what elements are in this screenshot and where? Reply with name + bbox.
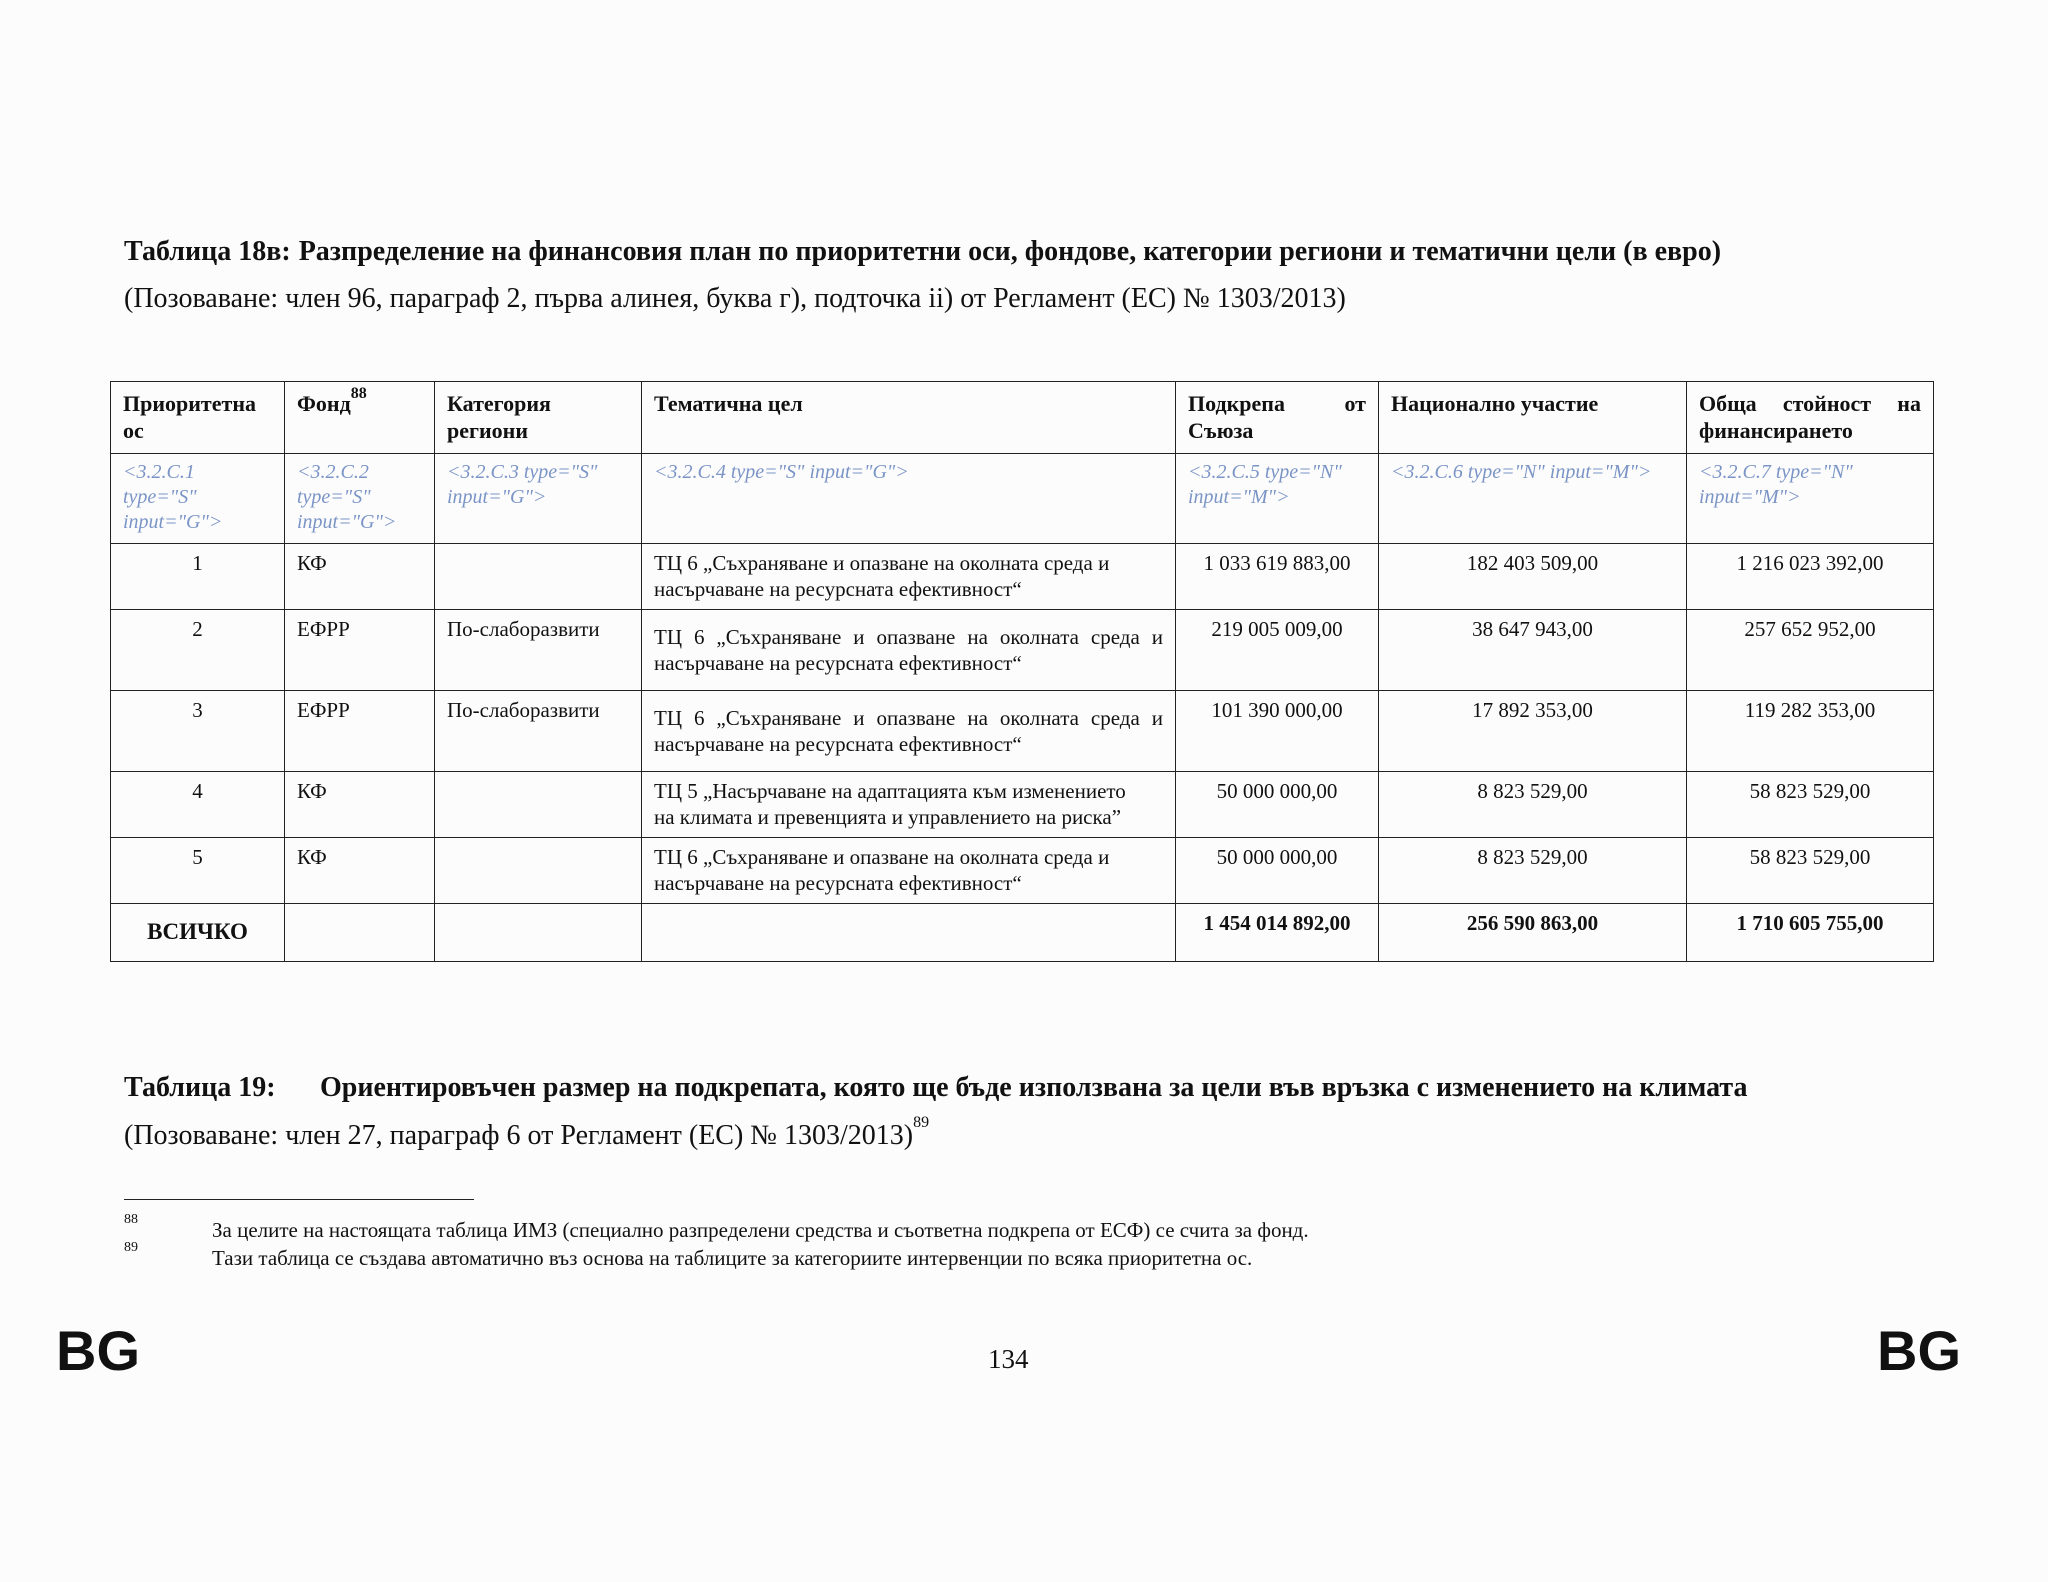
- footnote-ref-89: 89: [913, 1114, 930, 1131]
- footnote-number: 88: [124, 1212, 138, 1227]
- goal-line1: ТЦ 6 „Съхраняване и опазване на околната среда и: [654, 551, 1110, 575]
- goal-line1: ТЦ 6 „Съхраняване и опазване на околната среда и: [654, 625, 1163, 649]
- cell-union: 50 000 000,00: [1176, 772, 1379, 838]
- code-row: [111, 454, 1934, 544]
- table19-label: Таблица 19:: [124, 1072, 276, 1103]
- code-cell: <3.2.C.4 type="S" input="G">: [642, 454, 1176, 544]
- cell-total: 58 823 529,00: [1687, 772, 1934, 838]
- table-row: [111, 691, 1934, 772]
- cell-goal: [642, 610, 1176, 691]
- header-row: [111, 382, 1934, 454]
- header-axis: Приоритетна ос: [111, 382, 285, 454]
- cell-total: 58 823 529,00: [1687, 838, 1934, 904]
- footnote-text: За целите на настоящата таблица ИМЗ (специално разпределени средства и съответна подкрепа от ЕСФ) се счита за фонд.: [212, 1218, 1309, 1242]
- header-national: Национално участие: [1379, 382, 1687, 454]
- footnote-separator: [124, 1199, 474, 1200]
- cell-category: По-слаборазвити: [435, 610, 642, 691]
- header-total: [1687, 382, 1934, 454]
- table19-title: Ориентировъчен размер на подкрепата, която ще бъде използвана за цели във връзка с изменението на климата: [320, 1072, 1748, 1103]
- header-category: [435, 382, 642, 454]
- cell-union: 50 000 000,00: [1176, 838, 1379, 904]
- table18-label: Таблица 18в:: [124, 236, 291, 267]
- cell-fund: ЕФРР: [285, 691, 435, 772]
- total-union: 1 454 014 892,00: [1176, 904, 1379, 962]
- cell-category: По-слаборазвити: [435, 691, 642, 772]
- cell-total: 257 652 952,00: [1687, 610, 1934, 691]
- footnote-ref-88: 88: [350, 385, 367, 402]
- cell-axis: 1: [111, 544, 285, 610]
- code-cell: <3.2.C.1 type="S" input="G">: [111, 454, 285, 544]
- table19-heading: [124, 1072, 1748, 1104]
- total-label: ВСИЧКО: [111, 904, 285, 962]
- table18-heading: [124, 236, 1721, 268]
- cell-goal: [642, 838, 1176, 904]
- goal-line1: ТЦ 6 „Съхраняване и опазване на околната среда и: [654, 706, 1163, 730]
- table18-title: Разпределение на финансовия план по приоритетни оси, фондове, категории региони и тематични цели (в евро): [298, 236, 1722, 267]
- code-cell: <3.2.C.7 type="N" input="M">: [1687, 454, 1934, 544]
- goal-line1: ТЦ 5 „Насърчаване на адаптацията към изменението: [654, 779, 1126, 803]
- cell-total: 119 282 353,00: [1687, 691, 1934, 772]
- table-row: [111, 610, 1934, 691]
- cell-fund: КФ: [285, 838, 435, 904]
- footnote-number: 89: [124, 1240, 138, 1255]
- header-category-line2: региони: [447, 418, 529, 444]
- table-row: [111, 772, 1934, 838]
- cell-axis: 5: [111, 838, 285, 904]
- cell-national: 182 403 509,00: [1379, 544, 1687, 610]
- cell-national: 38 647 943,00: [1379, 610, 1687, 691]
- cell-goal: [642, 772, 1176, 838]
- cell-union: 1 033 619 883,00: [1176, 544, 1379, 610]
- cell-category: [435, 772, 642, 838]
- total-empty-cell: [642, 904, 1176, 962]
- goal-line2: насърчаване на ресурсната ефективност“: [654, 871, 1022, 896]
- total-total: 1 710 605 755,00: [1687, 904, 1934, 962]
- goal-line2: на климата и превенцията и управлението на риска”: [654, 805, 1122, 830]
- cell-goal: [642, 544, 1176, 610]
- goal-line2: насърчаване на ресурсната ефективност“: [654, 732, 1022, 757]
- cell-category: [435, 544, 642, 610]
- financial-plan-table: [110, 381, 1934, 962]
- table19-reference: [124, 1114, 930, 1152]
- header-union: [1176, 382, 1379, 454]
- header-goal: Тематична цел: [642, 382, 1176, 454]
- header-total-line2: финансирането: [1699, 418, 1853, 444]
- header-union-line1: Подкрепа от: [1188, 391, 1366, 416]
- table19-reference-text: (Позоваване: член 27, параграф 6 от Регламент (ЕС) № 1303/2013): [124, 1120, 914, 1151]
- total-row: [111, 904, 1934, 962]
- cell-national: 8 823 529,00: [1379, 838, 1687, 904]
- goal-line2: насърчаване на ресурсната ефективност“: [654, 577, 1022, 602]
- cell-axis: 2: [111, 610, 285, 691]
- cell-goal: [642, 691, 1176, 772]
- goal-line2: насърчаване на ресурсната ефективност“: [654, 651, 1022, 676]
- code-cell: <3.2.C.2 type="S" input="G">: [285, 454, 435, 544]
- cell-fund: КФ: [285, 544, 435, 610]
- cell-union: 101 390 000,00: [1176, 691, 1379, 772]
- header-total-line1: Обща стойност на: [1699, 391, 1921, 416]
- cell-national: 8 823 529,00: [1379, 772, 1687, 838]
- cell-axis: 4: [111, 772, 285, 838]
- table-row: [111, 544, 1934, 610]
- total-empty-cell: [285, 904, 435, 962]
- cell-union: 219 005 009,00: [1176, 610, 1379, 691]
- table18-reference: (Позоваване: член 96, параграф 2, първа алинея, буква г), подточка ii) от Регламент (ЕС) № 1303/2013): [124, 283, 1346, 314]
- header-fund-label: Фонд: [297, 391, 351, 416]
- header-union-line2: Съюза: [1188, 418, 1254, 444]
- language-code-left: BG: [56, 1319, 140, 1382]
- footnote-text: Тази таблица се създава автоматично въз основа на таблиците за категориите интервенции по всяка приоритетна ос.: [212, 1246, 1253, 1270]
- goal-line1: ТЦ 6 „Съхраняване и опазване на околната среда и: [654, 845, 1110, 869]
- header-fund: [285, 382, 435, 454]
- code-cell: <3.2.C.5 type="N" input="M">: [1176, 454, 1379, 544]
- language-code-right: BG: [1877, 1319, 1961, 1382]
- cell-axis: 3: [111, 691, 285, 772]
- code-cell: <3.2.C.3 type="S" input="G">: [435, 454, 642, 544]
- total-empty-cell: [435, 904, 642, 962]
- cell-total: 1 216 023 392,00: [1687, 544, 1934, 610]
- cell-fund: КФ: [285, 772, 435, 838]
- cell-national: 17 892 353,00: [1379, 691, 1687, 772]
- page-number: 134: [988, 1344, 1029, 1374]
- total-national: 256 590 863,00: [1379, 904, 1687, 962]
- header-category-line1: Категория: [447, 391, 551, 416]
- table-row: [111, 838, 1934, 904]
- code-cell: <3.2.C.6 type="N" input="M">: [1379, 454, 1687, 544]
- cell-category: [435, 838, 642, 904]
- cell-fund: ЕФРР: [285, 610, 435, 691]
